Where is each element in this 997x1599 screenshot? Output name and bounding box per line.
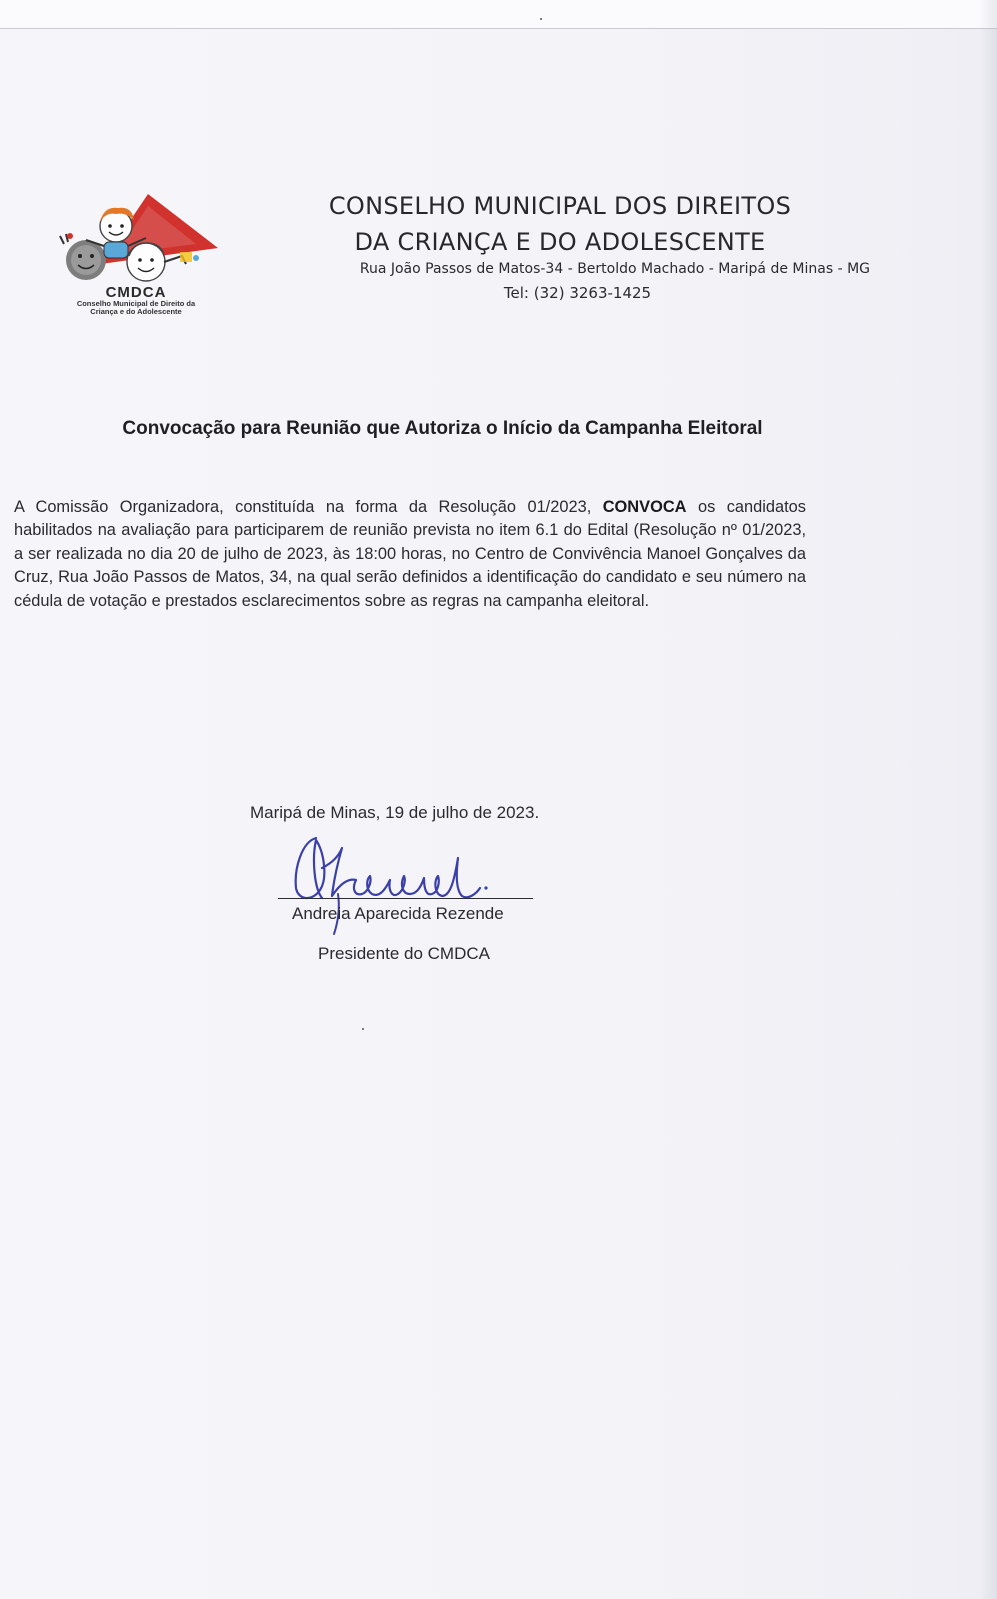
letterhead-title — [250, 188, 870, 260]
letterhead-title-line1: CONSELHO MUNICIPAL DOS DIREITOS — [328, 192, 792, 220]
cmdca-logo — [46, 192, 226, 322]
scan-speck — [540, 18, 542, 20]
children-house-logo-icon — [46, 192, 226, 292]
signature-line — [278, 898, 533, 899]
body-paragraph — [14, 496, 806, 613]
letterhead-title-line2: DA CRIANÇA E DO ADOLESCENTE — [354, 228, 766, 256]
scan-speck — [362, 1028, 364, 1030]
scan-top-edge — [0, 0, 997, 29]
body-text-bold: CONVOCA — [602, 498, 687, 516]
body-text-start: A Comissão Organizadora, constituída na forma da Resolução 01/2023, — [14, 498, 603, 516]
logo-caption-line1: Conselho Municipal de Direito da — [76, 299, 196, 308]
place-date: Maripá de Minas, 19 de julho de 2023. — [250, 803, 540, 822]
letterhead-phone: Tel: (32) 3263-1425 — [503, 284, 652, 302]
logo-caption — [46, 300, 226, 316]
signer-role: Presidente do CMDCA — [318, 944, 490, 963]
scan-right-shadow — [979, 0, 997, 1599]
logo-acronym: CMDCA — [105, 284, 167, 301]
logo-caption-line2: Criança e do Adolescente — [90, 307, 182, 316]
letterhead-address: Rua João Passos de Matos-34 - Bertoldo Machado - Maripá de Minas - MG — [359, 261, 870, 277]
signer-name: Andreia Aparecida Rezende — [292, 904, 504, 923]
body-text-end: os candidatos habilitados na avaliação para participarem de reunião prevista no item 6.1 do Edital (Resolução nº 01/2023, a ser realizada no dia 20 de julho de 2023, às 18:00 horas, no Centro de Convivência Manoel Gonçalves da Cruz, Rua João Passos de Matos, 34, na qual serão definidos a identificação do candidato e seu número na cédula de votação e prestados esclarecimentos sobre as regras na campanha eleitoral. — [14, 498, 806, 610]
document-title: Convocação para Reunião que Autoriza o Início da Campanha Eleitoral — [122, 418, 763, 439]
